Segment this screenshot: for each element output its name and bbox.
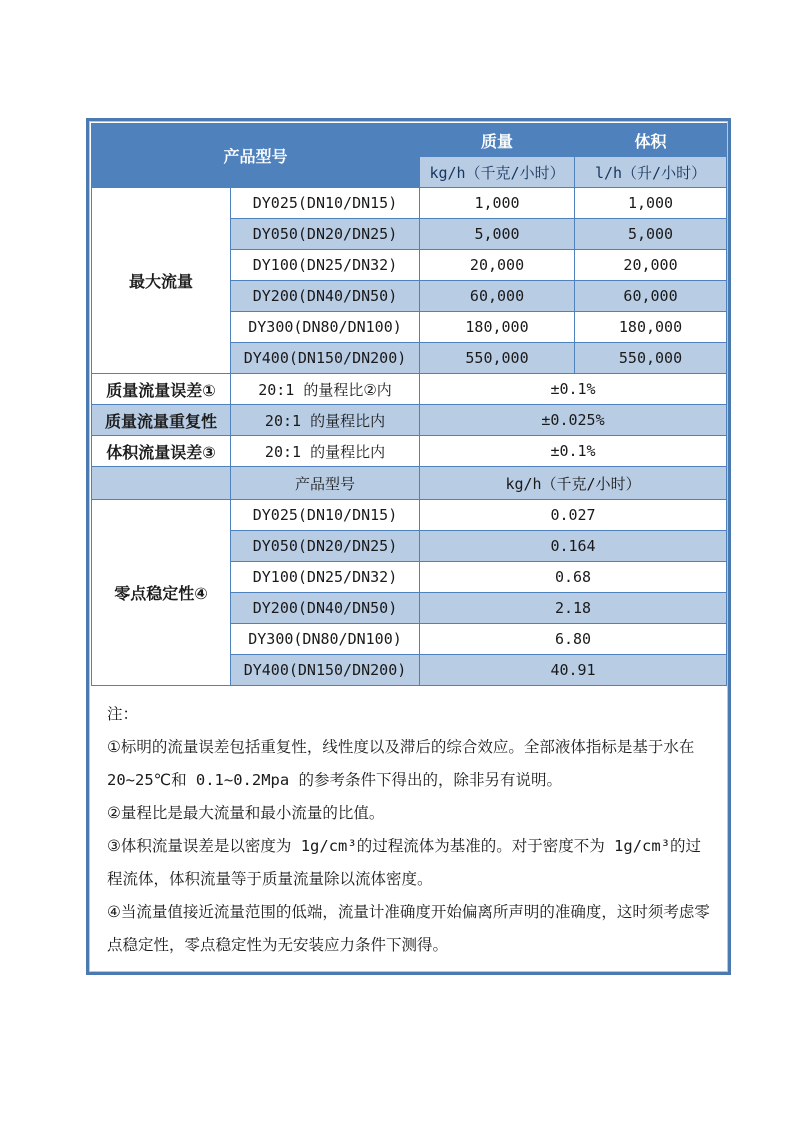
volume-value-cell: 550,000 bbox=[575, 343, 727, 374]
max-flow-label: 最大流量 bbox=[92, 188, 231, 374]
condition-cell: 20:1 的量程比内 bbox=[231, 436, 420, 467]
volume-value-cell: 60,000 bbox=[575, 281, 727, 312]
header-volume: 体积 bbox=[575, 124, 727, 157]
header-mass-unit: kg/h（千克/小时） bbox=[420, 157, 575, 188]
zero-stability-value-cell: 6.80 bbox=[420, 624, 727, 655]
model-cell: DY400(DN150/DN200) bbox=[231, 343, 420, 374]
zero-stability-value-cell: 40.91 bbox=[420, 655, 727, 686]
spec-sheet-frame bbox=[86, 118, 731, 975]
model-cell: DY200(DN40/DN50) bbox=[231, 593, 420, 624]
footnotes bbox=[89, 688, 728, 962]
accuracy-value-cell: ±0.1% bbox=[420, 436, 727, 467]
subheader-product-model: 产品型号 bbox=[231, 467, 420, 500]
table-row bbox=[92, 374, 727, 405]
header-mass: 质量 bbox=[420, 124, 575, 157]
header-volume-unit: l/h（升/小时） bbox=[575, 157, 727, 188]
note-item-2: ②量程比是最大流量和最小流量的比值。 bbox=[107, 804, 385, 822]
table-row bbox=[92, 467, 727, 500]
volume-value-cell: 1,000 bbox=[575, 188, 727, 219]
model-cell: DY100(DN25/DN32) bbox=[231, 250, 420, 281]
model-cell: DY300(DN80/DN100) bbox=[231, 312, 420, 343]
condition-cell: 20:1 的量程比②内 bbox=[231, 374, 420, 405]
zero-stability-value-cell: 0.027 bbox=[420, 500, 727, 531]
table-row bbox=[92, 500, 727, 531]
zero-stability-value-cell: 0.164 bbox=[420, 531, 727, 562]
model-cell: DY050(DN20/DN25) bbox=[231, 219, 420, 250]
table-row bbox=[92, 436, 727, 467]
volume-value-cell: 20,000 bbox=[575, 250, 727, 281]
model-cell: DY300(DN80/DN100) bbox=[231, 624, 420, 655]
note-item-3: ③体积流量误差是以密度为 1g/cm³的过程流体为基准的。对于密度不为 1g/cm³的过程流体，体积流量等于质量流量除以流体密度。 bbox=[107, 837, 702, 888]
mass-value-cell: 60,000 bbox=[420, 281, 575, 312]
note-item-1: ①标明的流量误差包括重复性，线性度以及滞后的综合效应。全部液体指标是基于水在 20~25℃和 0.1~0.2Mpa 的参考条件下得出的，除非另有说明。 bbox=[107, 738, 695, 789]
model-cell: DY200(DN40/DN50) bbox=[231, 281, 420, 312]
accuracy-value-cell: ±0.025% bbox=[420, 405, 727, 436]
zero-stability-label: 零点稳定性④ bbox=[92, 500, 231, 686]
table-row bbox=[92, 405, 727, 436]
mass-flow-error-label: 质量流量误差① bbox=[92, 374, 231, 405]
model-cell: DY025(DN10/DN15) bbox=[231, 500, 420, 531]
zero-stability-value-cell: 0.68 bbox=[420, 562, 727, 593]
volume-flow-error-label: 体积流量误差③ bbox=[92, 436, 231, 467]
zero-stability-value-cell: 2.18 bbox=[420, 593, 727, 624]
subheader-unit: kg/h（千克/小时） bbox=[420, 467, 727, 500]
mass-value-cell: 1,000 bbox=[420, 188, 575, 219]
condition-cell: 20:1 的量程比内 bbox=[231, 405, 420, 436]
volume-value-cell: 180,000 bbox=[575, 312, 727, 343]
mass-value-cell: 180,000 bbox=[420, 312, 575, 343]
subheader-empty-cell bbox=[92, 467, 231, 500]
model-cell: DY400(DN150/DN200) bbox=[231, 655, 420, 686]
table-row bbox=[92, 188, 727, 219]
volume-value-cell: 5,000 bbox=[575, 219, 727, 250]
mass-value-cell: 550,000 bbox=[420, 343, 575, 374]
header-product-model: 产品型号 bbox=[92, 124, 420, 188]
model-cell: DY025(DN10/DN15) bbox=[231, 188, 420, 219]
note-item-4: ④当流量值接近流量范围的低端，流量计准确度开始偏离所声明的准确度，这时须考虑零点稳定性，零点稳定性为无安装应力条件下测得。 bbox=[107, 903, 710, 954]
model-cell: DY100(DN25/DN32) bbox=[231, 562, 420, 593]
notes-title: 注： bbox=[107, 705, 139, 723]
mass-flow-repeatability-label: 质量流量重复性 bbox=[92, 405, 231, 436]
accuracy-value-cell: ±0.1% bbox=[420, 374, 727, 405]
spec-table bbox=[91, 123, 727, 686]
model-cell: DY050(DN20/DN25) bbox=[231, 531, 420, 562]
mass-value-cell: 5,000 bbox=[420, 219, 575, 250]
mass-value-cell: 20,000 bbox=[420, 250, 575, 281]
